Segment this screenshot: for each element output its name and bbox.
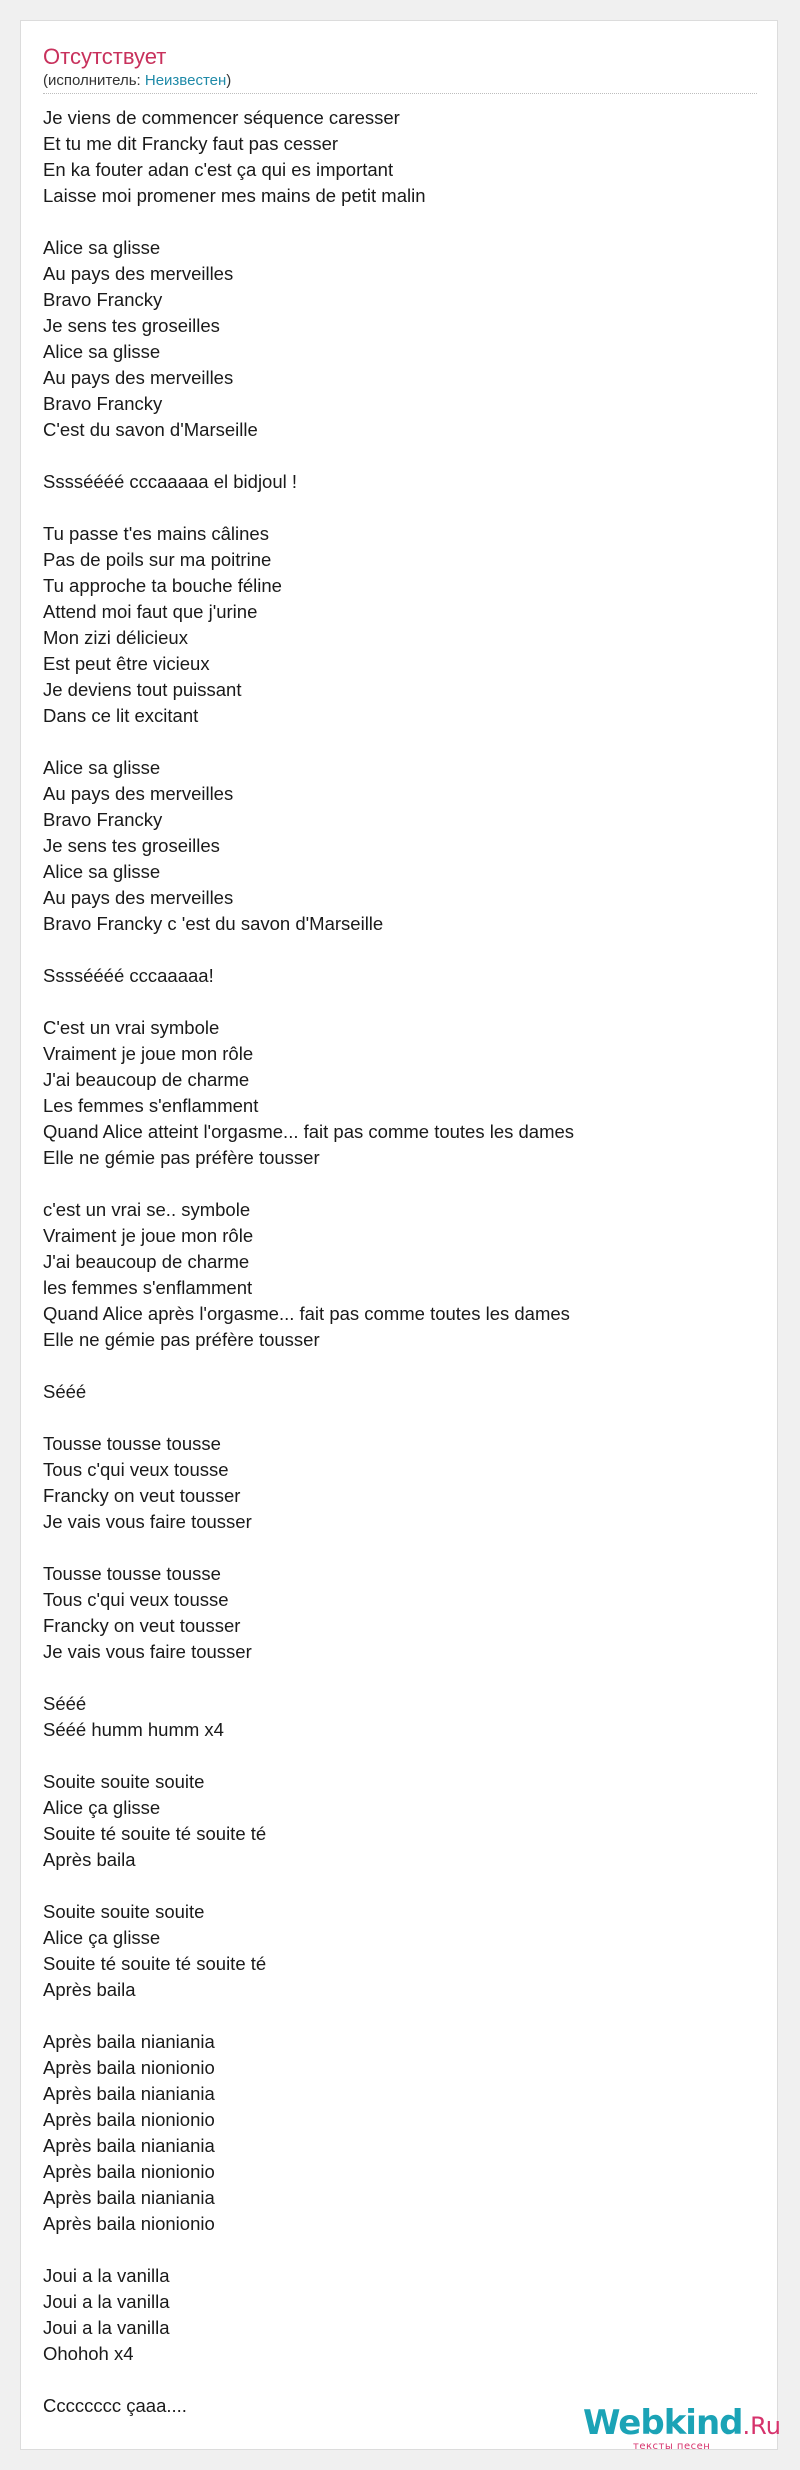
logo-tagline: тексты песен <box>633 2441 711 2452</box>
lyric-line: Souite souite souite <box>43 1771 205 1792</box>
stanza-gap <box>43 1535 757 1561</box>
lyric-line: Quand Alice après l'orgasme... fait pas comme toutes les dames <box>43 1303 570 1324</box>
lyric-line: Pas de poils sur ma poitrine <box>43 549 272 570</box>
lyric-line: En ka fouter adan c'est ça qui es important <box>43 159 394 180</box>
stanza-gap <box>43 1353 757 1379</box>
lyric-line: Souite té souite té souite té <box>43 1823 267 1844</box>
lyric-line: Après baila nianiania <box>43 2031 215 2052</box>
lyric-line: Je vais vous faire tousser <box>43 1511 252 1532</box>
lyric-line: J'ai beaucoup de charme <box>43 1251 250 1272</box>
lyric-line: Elle ne gémie pas préfère tousser <box>43 1147 320 1168</box>
lyric-line: Sééé <box>43 1381 87 1402</box>
header-divider <box>43 93 757 94</box>
lyrics-card <box>20 20 781 2452</box>
lyric-line: Après baila nionionio <box>43 2057 215 2078</box>
lyric-line: Et tu me dit Francky faut pas cesser <box>43 133 339 154</box>
lyric-line: Tousse tousse tousse <box>43 1433 221 1454</box>
stanza-gap <box>43 209 757 235</box>
song-title: Отсутствует <box>43 44 167 69</box>
lyric-line: Vraiment je joue mon rôle <box>43 1225 254 1246</box>
lyric-line: Francky on veut tousser <box>43 1615 241 1636</box>
lyric-line: les femmes s'enflamment <box>43 1277 253 1298</box>
lyric-line: Après baila nianiania <box>43 2187 215 2208</box>
lyric-line: Je viens de commencer séquence caresser <box>43 107 400 128</box>
lyric-line: Mon zizi délicieux <box>43 627 188 648</box>
lyric-line: Tousse tousse tousse <box>43 1563 221 1584</box>
lyric-line: Souite souite souite <box>43 1901 205 1922</box>
artist-suffix: ) <box>226 72 232 89</box>
stanza-gap <box>43 2237 757 2263</box>
lyric-line: Sssséééé cccaaaaa! <box>43 965 214 986</box>
lyric-line: Souite té souite té souite té <box>43 1953 267 1974</box>
stanza-gap <box>43 495 757 521</box>
lyric-line: Elle ne gémie pas préfère tousser <box>43 1329 320 1350</box>
stanza-gap <box>43 443 757 469</box>
logo-tld: .Ru <box>742 2412 781 2440</box>
stanza-gap <box>43 729 757 755</box>
lyric-line: Les femmes s'enflamment <box>43 1095 259 1116</box>
lyric-line: Alice sa glisse <box>43 341 161 362</box>
lyric-line: Alice ça glisse <box>43 1927 161 1948</box>
lyric-line: Au pays des merveilles <box>43 263 234 284</box>
lyric-line: Tous c'qui veux tousse <box>43 1459 229 1480</box>
lyric-line: Après baila nianiania <box>43 2135 215 2156</box>
lyric-line: Dans ce lit excitant <box>43 705 199 726</box>
stanza-gap <box>43 1743 757 1769</box>
lyric-line: Tous c'qui veux tousse <box>43 1589 229 1610</box>
artist-link[interactable]: Неизвестен <box>144 72 227 89</box>
lyric-line: J'ai beaucoup de charme <box>43 1069 250 1090</box>
lyric-line: Sééé <box>43 1693 87 1714</box>
lyric-line: Je sens tes groseilles <box>43 315 220 336</box>
artist-prefix: (исполнитель: <box>43 72 145 89</box>
webkind-logo[interactable] <box>583 2403 781 2452</box>
lyric-line: Cccccccc çaaa.... <box>43 2395 187 2416</box>
lyric-line: Joui a la vanilla <box>43 2291 170 2312</box>
lyric-line: Je deviens tout puissant <box>43 679 242 700</box>
stanza-gap <box>43 1171 757 1197</box>
stanza-gap <box>43 1405 757 1431</box>
lyric-line: Attend moi faut que j'urine <box>43 601 258 622</box>
artist-line <box>43 71 231 91</box>
lyric-line: Bravo Francky <box>43 289 163 310</box>
lyric-line: Alice sa glisse <box>43 237 161 258</box>
lyric-line: Je vais vous faire tousser <box>43 1641 252 1662</box>
lyric-line: Après baila <box>43 1979 136 2000</box>
stanza-gap <box>43 2003 757 2029</box>
lyric-line: Quand Alice atteint l'orgasme... fait pas comme toutes les dames <box>43 1121 575 1142</box>
lyric-line: Bravo Francky <box>43 809 163 830</box>
lyric-line: Au pays des merveilles <box>43 367 234 388</box>
lyric-line: Est peut être vicieux <box>43 653 210 674</box>
lyric-line: C'est du savon d'Marseille <box>43 419 258 440</box>
lyric-line: Après baila nionionio <box>43 2109 215 2130</box>
lyric-line: Alice sa glisse <box>43 861 161 882</box>
stanza-gap <box>43 2367 757 2393</box>
lyric-line: Après baila <box>43 1849 136 1870</box>
lyric-line: Au pays des merveilles <box>43 887 234 908</box>
lyric-line: Vraiment je joue mon rôle <box>43 1043 254 1064</box>
stanza-gap <box>43 1665 757 1691</box>
lyric-line: Joui a la vanilla <box>43 2317 170 2338</box>
lyric-line: Tu approche ta bouche féline <box>43 575 282 596</box>
lyric-line: Au pays des merveilles <box>43 783 234 804</box>
logo-brand: Webkind <box>583 2403 743 2443</box>
lyric-line: Après baila nianiania <box>43 2083 215 2104</box>
lyrics-text <box>43 105 757 2419</box>
lyric-line: Tu passe t'es mains câlines <box>43 523 269 544</box>
stanza-gap <box>43 1873 757 1899</box>
lyric-line: Je sens tes groseilles <box>43 835 220 856</box>
lyric-line: Bravo Francky c 'est du savon d'Marseille <box>43 913 384 934</box>
lyric-line: c'est un vrai se.. symbole <box>43 1199 251 1220</box>
lyric-line: Alice sa glisse <box>43 757 161 778</box>
lyric-line: Sssséééé cccaaaaa el bidjoul ! <box>43 471 298 492</box>
lyric-line: Laisse moi promener mes mains de petit malin <box>43 185 426 206</box>
lyric-line: Après baila nionionio <box>43 2213 215 2234</box>
lyric-line: Bravo Francky <box>43 393 163 414</box>
stanza-gap <box>43 989 757 1015</box>
stanza-gap <box>43 937 757 963</box>
lyric-line: Sééé humm humm x4 <box>43 1719 224 1740</box>
lyric-line: Francky on veut tousser <box>43 1485 241 1506</box>
lyric-line: C'est un vrai symbole <box>43 1017 220 1038</box>
lyric-line: Alice ça glisse <box>43 1797 161 1818</box>
lyric-line: Ohohoh x4 <box>43 2343 134 2364</box>
lyric-line: Joui a la vanilla <box>43 2265 170 2286</box>
lyric-line: Après baila nionionio <box>43 2161 215 2182</box>
